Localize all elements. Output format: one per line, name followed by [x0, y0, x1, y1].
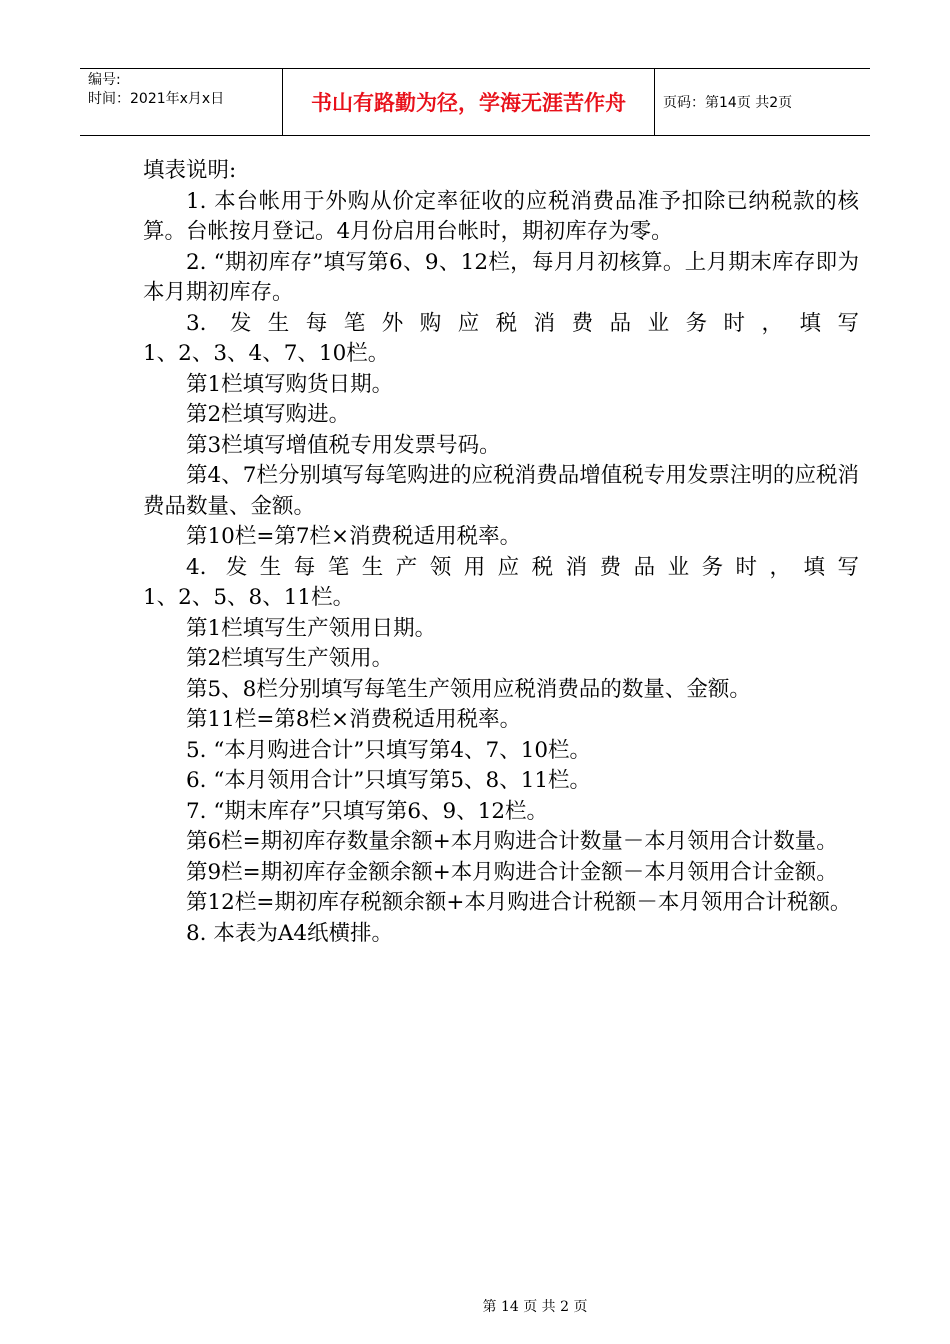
paragraph: 2. “期初库存”填写第6、9、12栏，每月月初核算。上月期末库存即为本月期初库存。: [143, 249, 859, 305]
instructions-title: 填表说明:: [143, 158, 237, 183]
paragraph: 第5、8栏分别填写每笔生产领用应税消费品的数量、金额。: [186, 676, 751, 702]
paragraph: 第3栏填写增值税专用发票号码。: [186, 432, 501, 458]
paragraph: 第9栏=期初库存金额余额+本月购进合计金额－本月领用合计金额。: [186, 859, 838, 885]
paragraph: 第2栏填写购进。: [186, 402, 351, 427]
paragraph: 1、2、5、8、11栏。: [143, 585, 355, 610]
paragraph: 5. “本月购进合计”只填写第4、7、10栏。: [186, 737, 592, 763]
header-meta: [80, 69, 283, 135]
paragraph: 7. “期末库存”只填写第6、9、12栏。: [186, 798, 549, 824]
header-motto: 书山有路勤为径，学海无涯苦作舟: [283, 69, 655, 135]
paragraph: 4. 发生每笔生产领用应税消费品业务时，填写: [186, 554, 859, 580]
date-label: 时间：2021年x月x日: [88, 91, 225, 107]
paragraph: 3. 发生每笔外购应税消费品业务时，填写: [186, 310, 859, 336]
footer-page-number: 第 14 页 共 2 页: [482, 1299, 588, 1315]
paragraph: 第2栏填写生产领用。: [186, 646, 394, 671]
header-page-label: 页码：第14页 共2页: [663, 95, 793, 111]
paragraph: 1. 本台帐用于外购从价定率征收的应税消费品准予扣除已纳税款的核算。台帐按月登记。4月份启用台帐时，期初库存为零。: [143, 188, 859, 244]
paragraph: 6. “本月领用合计”只填写第5、8、11栏。: [186, 768, 592, 793]
paragraph: 第6栏=期初库存数量余额+本月购进合计数量－本月领用合计数量。: [186, 829, 838, 854]
instructions-body: [143, 156, 859, 949]
page-header: [80, 68, 870, 136]
paragraph: 第1栏填写生产领用日期。: [186, 615, 437, 641]
number-label: 编号:: [88, 72, 121, 88]
paragraph: 第1栏填写购货日期。: [186, 371, 394, 397]
paragraph: 8. 本表为A4纸横排。: [186, 920, 394, 946]
paragraph: 第11栏=第8栏×消费税适用税率。: [186, 707, 522, 732]
page-footer: [0, 1296, 950, 1316]
paragraph: 第12栏=期初库存税额余额+本月购进合计税额－本月领用合计税额。: [186, 890, 852, 915]
paragraph: 第10栏=第7栏×消费税适用税率。: [186, 524, 522, 549]
paragraph: 1、2、3、4、7、10栏。: [143, 341, 390, 366]
paragraph: 第4、7栏分别填写每笔购进的应税消费品增值税专用发票注明的应税消费品数量、金额。: [143, 463, 859, 519]
